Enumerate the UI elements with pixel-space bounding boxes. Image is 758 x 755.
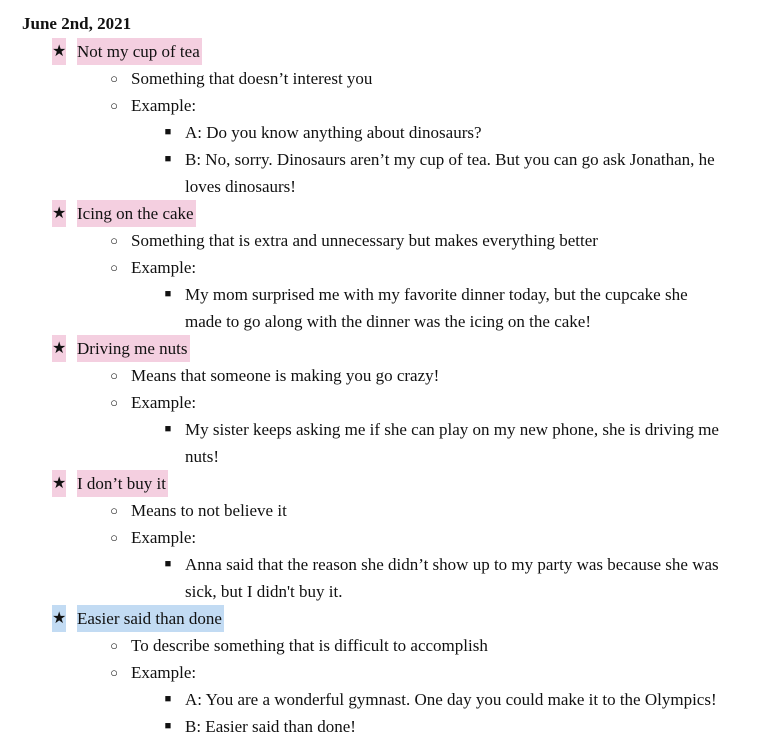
example-sentence-continuation: sick, but I didn't buy it. [185, 582, 343, 601]
circle-bullet-icon: ○ [110, 368, 118, 383]
square-bullet-icon: ■ [164, 558, 172, 570]
example-sentence: My mom surprised me with my favorite dinner today, but the cupcake she [185, 285, 688, 304]
circle-bullet-icon: ○ [110, 395, 118, 410]
square-bullet-icon: ■ [164, 720, 172, 732]
star-bullet-icon: ★ [52, 200, 66, 227]
example-sentence: Anna said that the reason she didn’t show up to my party was because she was [185, 555, 719, 574]
star-bullet-icon: ★ [52, 335, 66, 362]
document-date-heading: June 2nd, 2021 [22, 14, 132, 33]
example-sentence-continuation: made to go along with the dinner was the icing on the cake! [185, 312, 591, 331]
square-bullet-icon: ■ [164, 153, 172, 165]
circle-bullet-icon: ○ [110, 98, 118, 113]
star-bullet-icon: ★ [52, 605, 66, 632]
example-label: Example: [131, 258, 197, 277]
idiom-meaning: Something that doesn’t interest you [131, 69, 373, 88]
square-bullet-icon: ■ [164, 126, 172, 138]
example-sentence: A: You are a wonderful gymnast. One day you could make it to the Olympics! [185, 690, 717, 709]
idiom-meaning: Something that is extra and unnecessary but makes everything better [131, 231, 598, 250]
circle-bullet-icon: ○ [110, 260, 118, 275]
circle-bullet-icon: ○ [110, 71, 118, 86]
circle-bullet-icon: ○ [110, 638, 118, 653]
idiom-title: Icing on the cake [77, 200, 196, 227]
example-label: Example: [131, 663, 197, 682]
circle-bullet-icon: ○ [110, 530, 118, 545]
example-label: Example: [131, 528, 197, 547]
circle-bullet-icon: ○ [110, 233, 118, 248]
idiom-title: Easier said than done [77, 605, 224, 632]
circle-bullet-icon: ○ [110, 665, 118, 680]
example-sentence: A: Do you know anything about dinosaurs? [185, 123, 482, 142]
example-label: Example: [131, 393, 197, 412]
circle-bullet-icon: ○ [110, 503, 118, 518]
example-sentence: B: No, sorry. Dinosaurs aren’t my cup of tea. But you can go ask Jonathan, he [185, 150, 715, 169]
idiom-title: Not my cup of tea [77, 38, 202, 65]
example-label: Example: [131, 96, 197, 115]
star-bullet-icon: ★ [52, 470, 66, 497]
example-sentence-continuation: loves dinosaurs! [185, 177, 296, 196]
idiom-meaning: To describe something that is difficult to accomplish [131, 636, 488, 655]
example-sentence: My sister keeps asking me if she can play on my new phone, she is driving me [185, 420, 719, 439]
idiom-meaning: Means to not believe it [131, 501, 287, 520]
square-bullet-icon: ■ [164, 288, 172, 300]
star-bullet-icon: ★ [52, 38, 66, 65]
idiom-title: Driving me nuts [77, 335, 190, 362]
square-bullet-icon: ■ [164, 423, 172, 435]
example-sentence: B: Easier said than done! [185, 717, 356, 736]
example-sentence-continuation: nuts! [185, 447, 219, 466]
idiom-meaning: Means that someone is making you go crazy! [131, 366, 440, 385]
square-bullet-icon: ■ [164, 693, 172, 705]
idiom-title: I don’t buy it [77, 470, 168, 497]
